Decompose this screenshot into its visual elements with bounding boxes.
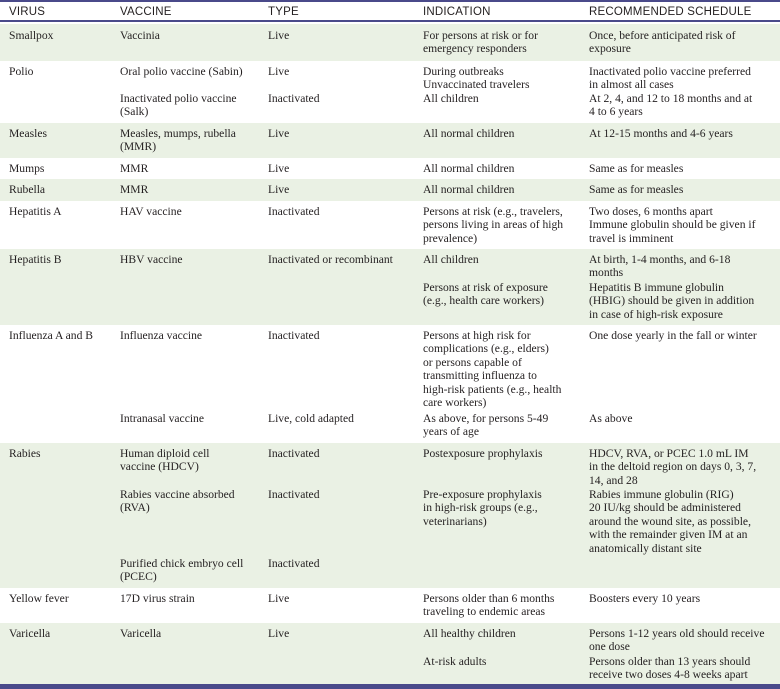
virus-cell: Varicella [9, 627, 51, 640]
schedule-cell: Once, before anticipated risk of exposure [589, 29, 736, 56]
header-vaccine: VACCINE [120, 6, 172, 18]
virus-cell: Yellow fever [9, 592, 69, 605]
vaccine-cell: Purified chick embryo cell (PCEC) [120, 557, 244, 584]
schedule-cell: Boosters every 10 years [589, 592, 701, 605]
indication-cell: For persons at risk or for emergency responders [423, 29, 538, 56]
indication-cell: All normal children [423, 183, 515, 196]
vaccine-cell: Intranasal vaccine [120, 412, 205, 425]
type-cell: Live [268, 183, 290, 196]
schedule-cell: Persons 1-12 years old should receive one dose [589, 627, 765, 654]
schedule-cell: One dose yearly in the fall or winter [589, 329, 757, 342]
type-cell: Live [268, 29, 290, 42]
table-row-yellow-fever [0, 588, 780, 623]
header-schedule: RECOMMENDED SCHEDULE [589, 6, 752, 18]
vaccine-cell: Human diploid cell vaccine (HDCV) [120, 447, 210, 474]
type-cell: Live, cold adapted [268, 412, 354, 425]
schedule-cell: At birth, 1-4 months, and 6-18 months [589, 253, 731, 280]
type-cell: Inactivated [268, 557, 320, 570]
indication-cell: All children [423, 253, 479, 266]
type-cell: Inactivated [268, 329, 320, 342]
indication-cell: Pre-exposure prophylaxis in high-risk groups (e.g., veterinarians) [423, 488, 542, 528]
table-row-polio [0, 61, 780, 123]
table-row-rubella [0, 179, 780, 201]
indication-cell: Postexposure prophylaxis [423, 447, 543, 460]
header-virus: VIRUS [9, 6, 46, 18]
vaccine-cell: Measles, mumps, rubella (MMR) [120, 127, 236, 154]
indication-cell: Persons at risk (e.g., travelers, persons living in areas of high prevalence) [423, 205, 564, 245]
vaccine-cell: MMR [120, 183, 149, 196]
schedule-cell: Inactivated polio vaccine preferred in almost all cases [589, 65, 751, 92]
type-cell: Live [268, 592, 290, 605]
virus-cell: Measles [9, 127, 47, 140]
schedule-cell: Rabies immune globulin (RIG) 20 IU/kg should be administered around the wound site, as possible, with the remainder given IM at an anatomically distant site [589, 488, 751, 555]
vaccine-cell: 17D virus strain [120, 592, 195, 605]
schedule-cell: Persons older than 13 years should receive two doses 4-8 weeks apart [589, 655, 751, 682]
type-cell: Inactivated or recombinant [268, 253, 393, 266]
vaccine-cell: MMR [120, 162, 149, 175]
indication-cell: Persons older than 6 months traveling to endemic areas [423, 592, 555, 619]
type-cell: Inactivated [268, 488, 320, 501]
indication-cell: All healthy children [423, 627, 516, 640]
indication-cell: All normal children [423, 162, 515, 175]
indication-cell: All children [423, 92, 479, 105]
type-cell: Live [268, 127, 290, 140]
vaccine-cell: Oral polio vaccine (Sabin) [120, 65, 243, 78]
virus-cell: Influenza A and B [9, 329, 94, 342]
type-cell: Inactivated [268, 447, 320, 460]
type-cell: Live [268, 162, 290, 175]
type-cell: Live [268, 65, 290, 78]
virus-cell: Hepatitis B [9, 253, 62, 266]
type-cell: Inactivated [268, 205, 320, 218]
table-row-hepatitis-b [0, 249, 780, 325]
indication-cell: Persons at risk of exposure (e.g., health care workers) [423, 281, 548, 308]
schedule-cell: At 2, 4, and 12 to 18 months and at 4 to 6 years [589, 92, 753, 119]
vaccine-cell: Vaccinia [120, 29, 160, 42]
vaccine-cell: Varicella [120, 627, 162, 640]
vaccine-cell: HAV vaccine [120, 205, 182, 218]
schedule-cell: At 12-15 months and 4-6 years [589, 127, 733, 140]
type-cell: Live [268, 627, 290, 640]
virus-cell: Smallpox [9, 29, 54, 42]
table-row-smallpox [0, 24, 780, 61]
virus-cell: Hepatitis A [9, 205, 62, 218]
vaccine-cell: Inactivated polio vaccine (Salk) [120, 92, 237, 119]
bottom-rule [0, 684, 780, 689]
indication-cell: All normal children [423, 127, 515, 140]
header-type: TYPE [268, 6, 299, 18]
schedule-cell: Two doses, 6 months apart Immune globulin should be given if travel is imminent [589, 205, 756, 245]
indication-cell: As above, for persons 5-49 years of age [423, 412, 549, 439]
indication-cell: At-risk adults [423, 655, 487, 668]
table-row-measles [0, 123, 780, 158]
schedule-cell: HDCV, RVA, or PCEC 1.0 mL IM in the deltoid region on days 0, 3, 7, 14, and 28 [589, 447, 757, 487]
vaccine-cell: HBV vaccine [120, 253, 183, 266]
type-cell: Inactivated [268, 92, 320, 105]
schedule-cell: Hepatitis B immune globulin (HBIG) should be given in addition in case of high-risk exposure [589, 281, 755, 321]
table-row-mumps [0, 158, 780, 179]
vaccine-cell: Rabies vaccine absorbed (RVA) [120, 488, 235, 515]
virus-cell: Polio [9, 65, 34, 78]
indication-cell: During outbreaks Unvaccinated travelers [423, 65, 530, 92]
virus-cell: Rubella [9, 183, 46, 196]
schedule-cell: Same as for measles [589, 183, 684, 196]
vaccine-cell: Influenza vaccine [120, 329, 203, 342]
table-header [0, 2, 780, 22]
header-indication: INDICATION [423, 6, 491, 18]
virus-cell: Rabies [9, 447, 41, 460]
table-row-varicella [0, 623, 780, 684]
indication-cell: Persons at high risk for complications (e.g., elders) or persons capable of transmitting influenza to high-risk patients (e.g., health care workers) [423, 329, 562, 410]
table-row-influenza [0, 325, 780, 443]
virus-cell: Mumps [9, 162, 45, 175]
table-row-hepatitis-a [0, 201, 780, 249]
schedule-cell: Same as for measles [589, 162, 684, 175]
table-row-rabies [0, 443, 780, 588]
schedule-cell: As above [589, 412, 633, 425]
